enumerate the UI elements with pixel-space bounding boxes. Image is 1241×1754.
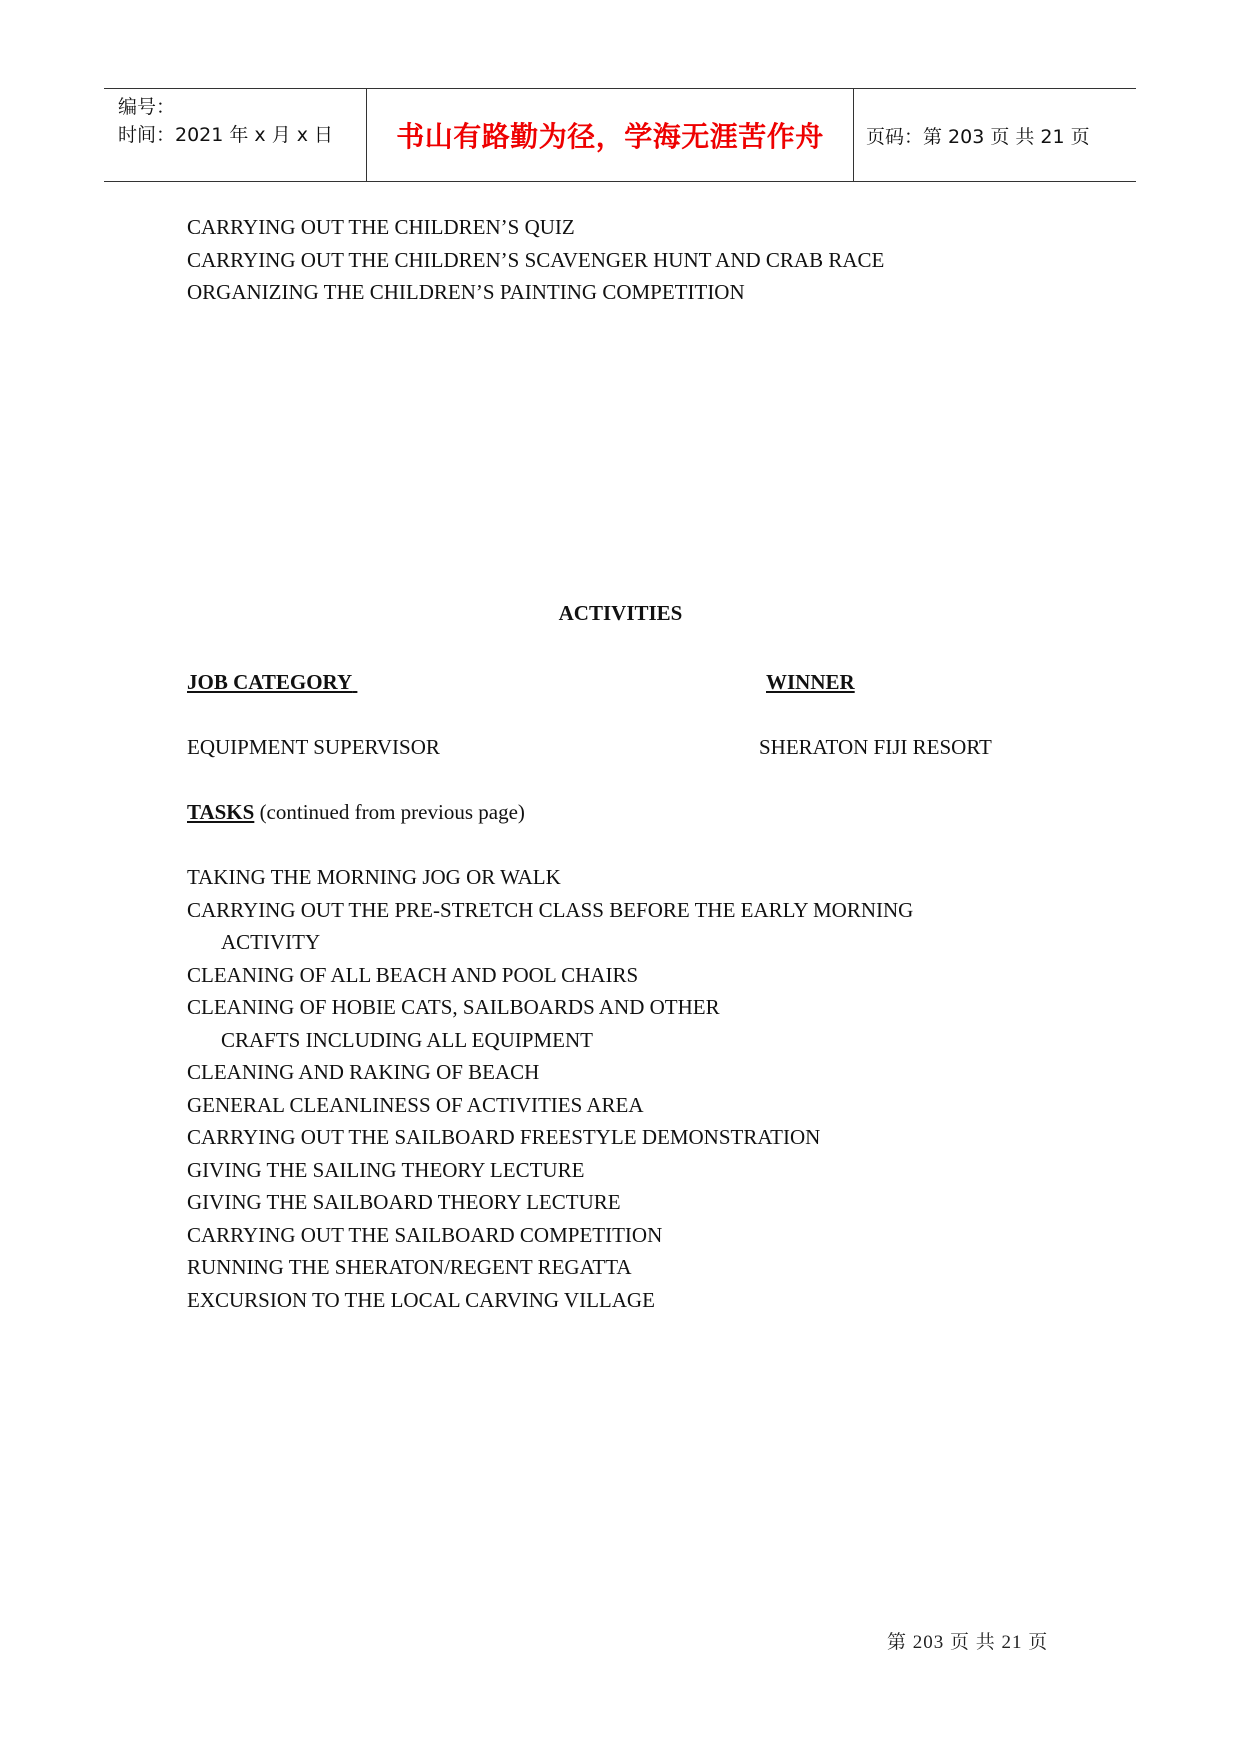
- header-page-info: 页码：第 203 页 共 21 页: [866, 125, 1090, 148]
- serial-label: 编号：: [118, 96, 176, 118]
- intro-task-line: CARRYING OUT THE CHILDREN’S SCAVENGER HUNT AND CRAB RACE: [187, 248, 885, 272]
- header-meta: [104, 89, 367, 181]
- task-line: CARRYING OUT THE SAILBOARD FREESTYLE DEMONSTRATION: [187, 1125, 821, 1149]
- intro-task-line: ORGANIZING THE CHILDREN’S PAINTING COMPETITION: [187, 280, 745, 304]
- task-line: CLEANING OF HOBIE CATS, SAILBOARDS AND OTHER: [187, 995, 720, 1019]
- task-line: GIVING THE SAILBOARD THEORY LECTURE: [187, 1190, 621, 1214]
- winner-heading: WINNER: [766, 670, 855, 694]
- section-title: ACTIVITIES: [558, 601, 683, 625]
- page-footer: 第 203 页 共 21 页: [887, 1632, 1049, 1653]
- intro-task-line: CARRYING OUT THE CHILDREN’S QUIZ: [187, 215, 575, 239]
- task-line: GIVING THE SAILING THEORY LECTURE: [187, 1158, 585, 1182]
- task-line-continued: ACTIVITY: [221, 930, 321, 954]
- task-line: GENERAL CLEANLINESS OF ACTIVITIES AREA: [187, 1093, 644, 1117]
- job-category-heading: [187, 666, 357, 698]
- tasks-label: TASKS: [187, 800, 255, 824]
- task-line: CLEANING OF ALL BEACH AND POOL CHAIRS: [187, 963, 639, 987]
- winner-value: SHERATON FIJI RESORT: [759, 735, 992, 759]
- task-line: CLEANING AND RAKING OF BEACH: [187, 1060, 540, 1084]
- page-header: [104, 88, 1136, 182]
- tasks-note: (continued from previous page): [254, 800, 525, 824]
- job-category-value: EQUIPMENT SUPERVISOR: [187, 735, 440, 759]
- job-category-label: JOB CATEGORY: [187, 670, 353, 694]
- date-label: 时间：2021 年 x 月 x 日: [118, 124, 334, 146]
- task-line: RUNNING THE SHERATON/REGENT REGATTA: [187, 1255, 632, 1279]
- task-line: TAKING THE MORNING JOG OR WALK: [187, 865, 561, 889]
- tasks-heading: [187, 796, 525, 828]
- task-line: CARRYING OUT THE PRE-STRETCH CLASS BEFORE THE EARLY MORNING: [187, 898, 914, 922]
- task-line: EXCURSION TO THE LOCAL CARVING VILLAGE: [187, 1288, 655, 1312]
- header-motto: 书山有路勤为径，学海无涯苦作舟: [367, 89, 854, 181]
- task-line: CARRYING OUT THE SAILBOARD COMPETITION: [187, 1223, 663, 1247]
- task-line-continued: CRAFTS INCLUDING ALL EQUIPMENT: [221, 1028, 593, 1052]
